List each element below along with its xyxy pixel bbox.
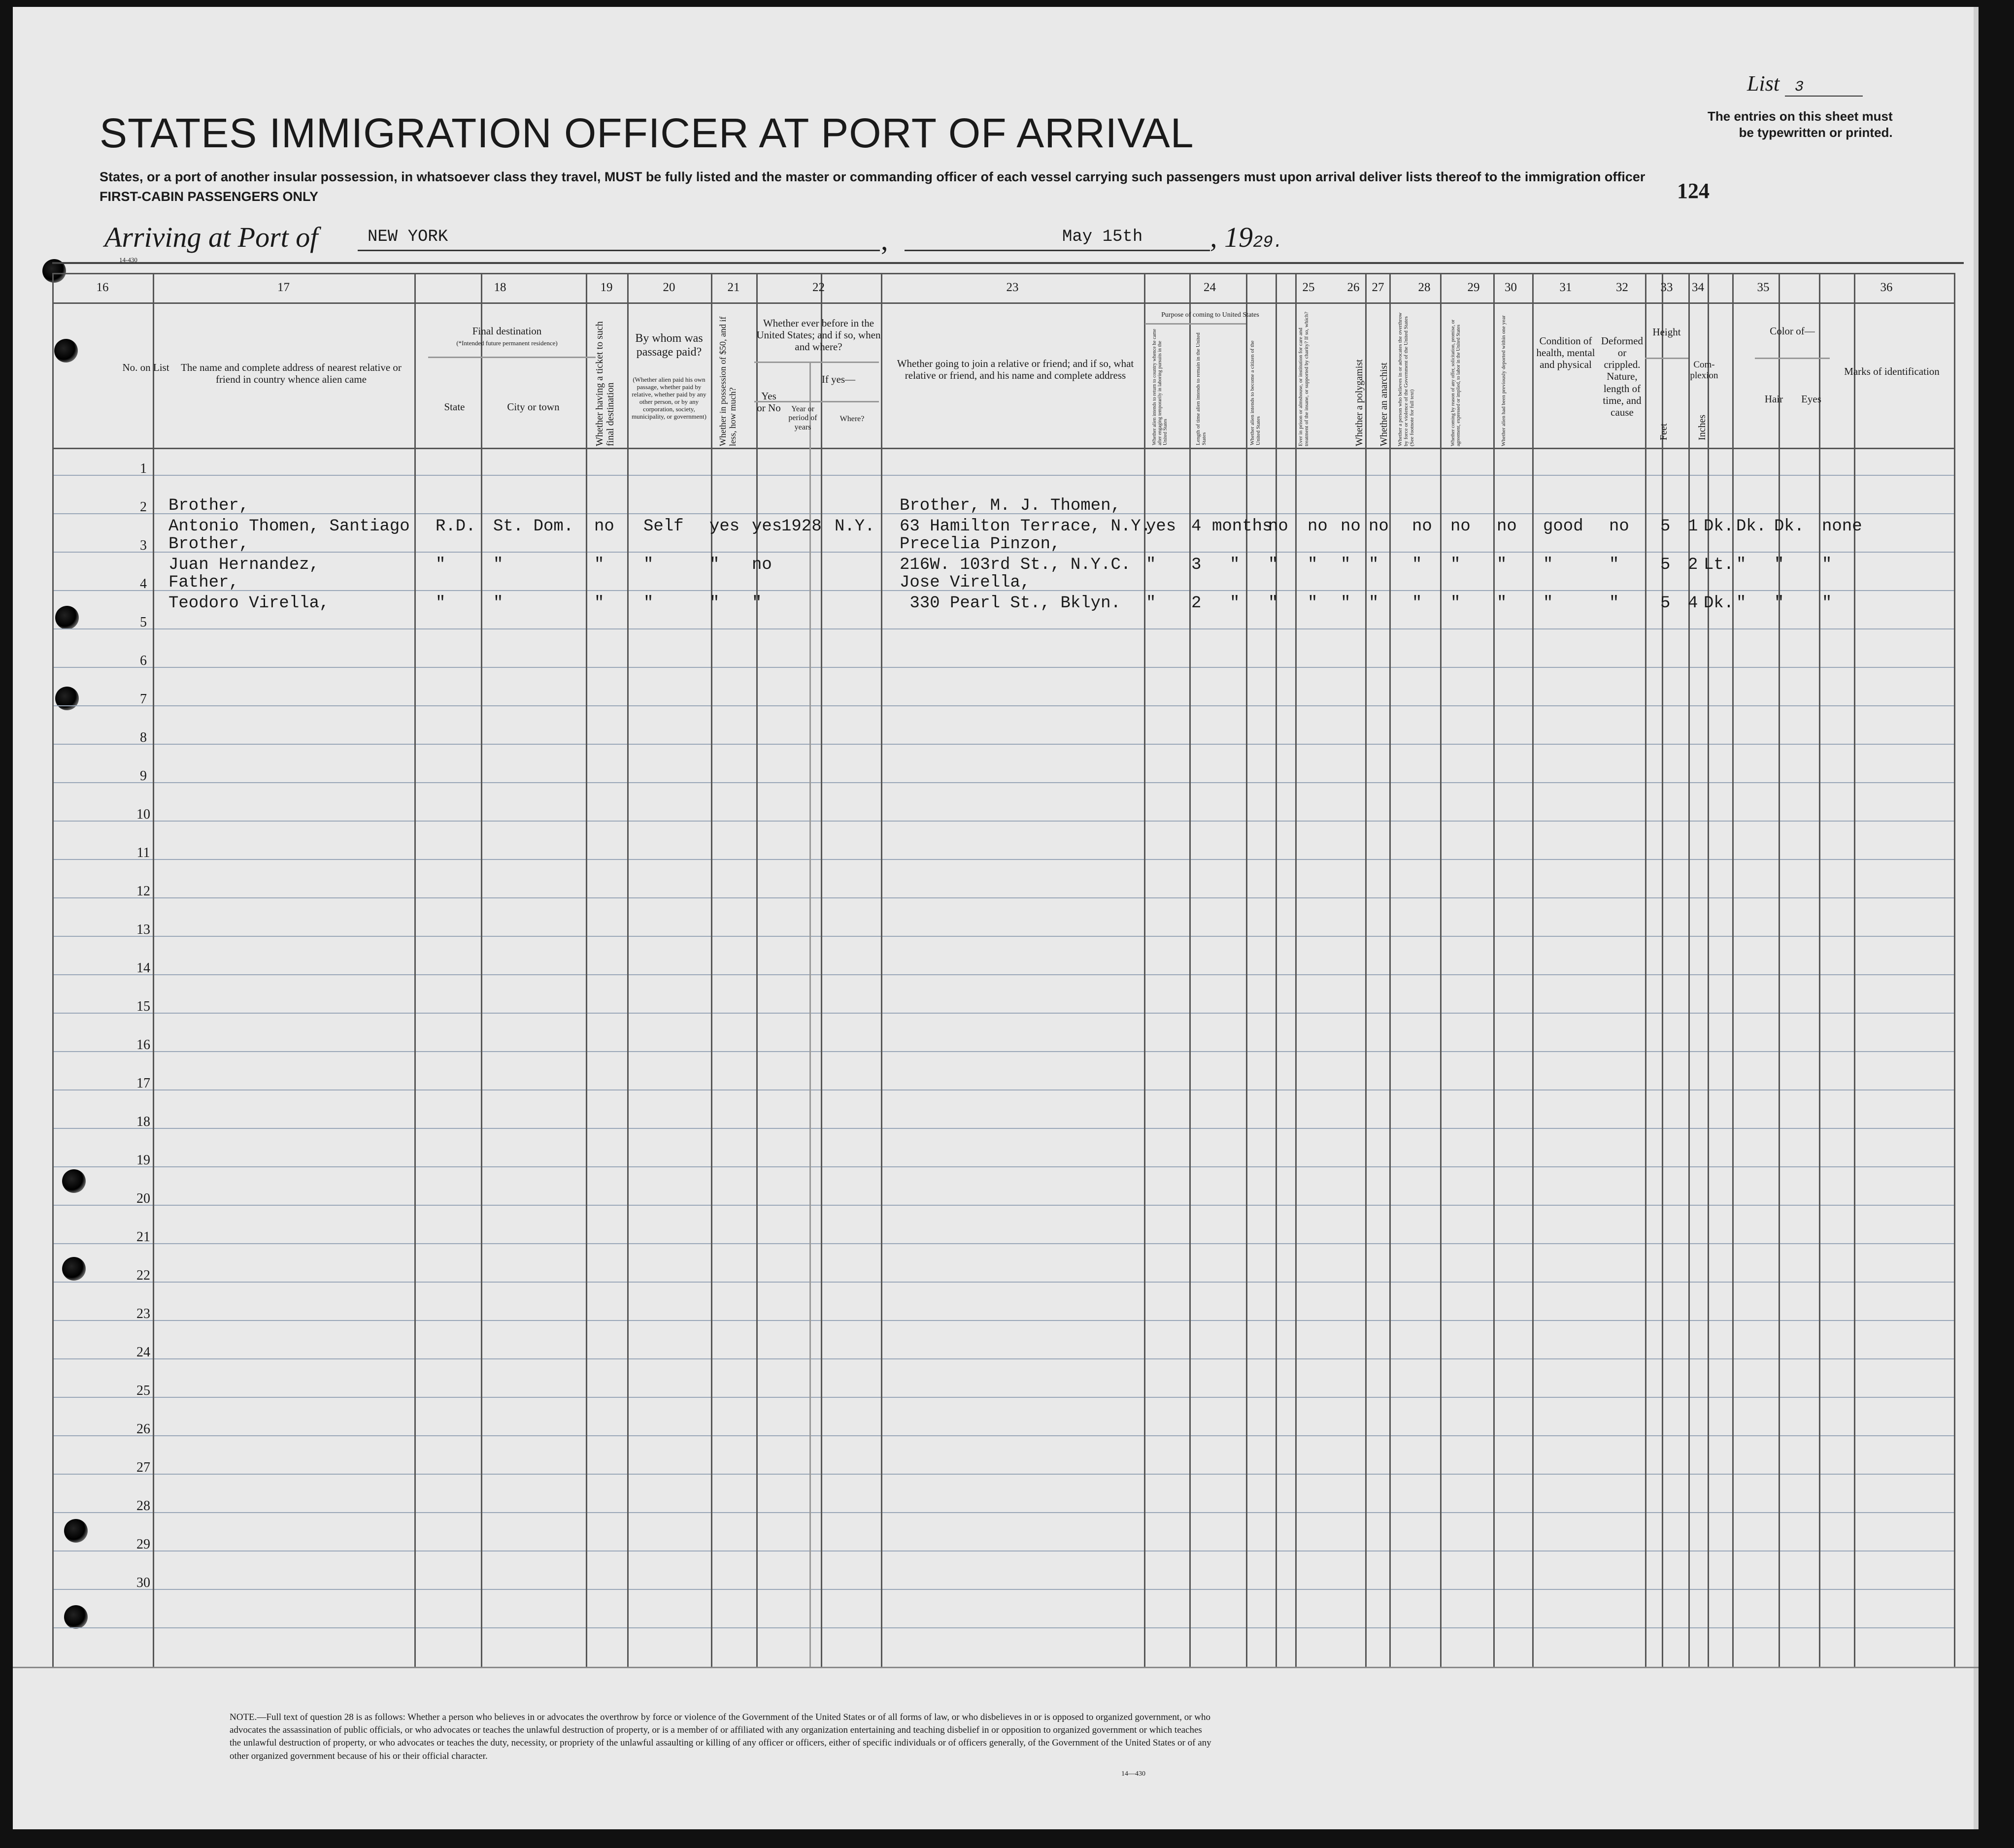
- entry-fifty: yes: [709, 517, 740, 536]
- entry-feet: 5: [1660, 556, 1671, 574]
- entry-complexion: Dk.: [1704, 594, 1734, 613]
- header-complexion: Com-plexion: [1690, 360, 1718, 381]
- entry-anarch: ": [1369, 594, 1379, 613]
- entry-paid: ": [643, 594, 654, 613]
- entry-before: ": [752, 594, 762, 613]
- entry-ticket: ": [594, 594, 604, 613]
- row-number: 5: [140, 615, 147, 630]
- entry-hair: ": [1736, 594, 1746, 613]
- grid-line: [754, 362, 879, 363]
- header-feet: Feet: [1658, 423, 1669, 440]
- grid-line: [627, 273, 629, 1667]
- entry-p-c: ": [1268, 556, 1278, 574]
- entry-p-b: 4: [1191, 517, 1202, 536]
- entry-inches: 1: [1688, 517, 1698, 536]
- header-inches: Inches: [1697, 414, 1708, 440]
- header-polygamist: Whether a polygamist: [1354, 359, 1365, 446]
- footnote: NOTE.—Full text of question 28 is as follows: Whether a person who believes in or advocates the overthrow by force or violence of the Government of the United States or of all forms of law, or who disbelieves in or is opposed to organized government, or who advocates the assassination of public officials, or who advocates or teaches the unlawful destruction of property, or is a member of or affiliated with any organization entertaining and teaching disbelief in or opposition to organized government or which teaches the unlawful destruction of property, or who advocates or teaches the duty, necessity, or propriety of the unlawful assaulting or killing of any officer or officers, either of specific individuals or of officers generally, of the Government of the United States or of any other organized government because of his or their official character.: [230, 1712, 1211, 1761]
- header-prison: Ever in prison or almshouse, or institution for care and treatment of the insane, or supported by charity? If so, which?: [1298, 311, 1310, 446]
- binder-hole: [55, 687, 79, 710]
- column-number: 18: [494, 281, 506, 294]
- row-rule: [52, 821, 1954, 822]
- row-number: 20: [136, 1191, 150, 1206]
- header-final-destination: Final destination: [472, 325, 542, 337]
- entry-p-b2: months: [1212, 517, 1273, 536]
- column-number: 31: [1559, 281, 1572, 294]
- grid-line: [881, 273, 882, 1667]
- row-number: 15: [136, 999, 150, 1014]
- grid-line: [1854, 273, 1855, 1667]
- row-number: 30: [136, 1575, 150, 1590]
- row-number: 9: [140, 768, 147, 784]
- row-rule: [52, 1166, 1954, 1167]
- row-rule: [52, 1474, 1954, 1475]
- row-number: 11: [136, 845, 150, 860]
- entry-p-a: yes: [1146, 517, 1176, 536]
- entry-anarch: no: [1369, 517, 1389, 536]
- grid-line: [52, 448, 1954, 449]
- grid-line: [1144, 273, 1145, 1667]
- header-passage-note: (Whether alien paid his own passage, whether paid by relative, whether paid by any other person, or by any corporation, society, municipality, or government): [632, 376, 706, 420]
- row-number: 6: [140, 653, 147, 668]
- row-number: 19: [136, 1153, 150, 1168]
- entry-state: ": [436, 594, 446, 613]
- grid-line: [414, 273, 416, 1667]
- entry-ticket: ": [594, 556, 604, 574]
- column-number: 30: [1505, 281, 1517, 294]
- entry-deported: ": [1497, 556, 1507, 574]
- row-number: 10: [136, 807, 150, 822]
- row-rule: [52, 1627, 1954, 1628]
- entry-hair: ": [1736, 556, 1746, 574]
- grid-line: [1645, 358, 1688, 359]
- binder-hole: [54, 339, 78, 363]
- entry-rel-line1: Brother,: [168, 496, 249, 515]
- entry-feet: 5: [1660, 594, 1671, 613]
- grid-line: [1189, 273, 1191, 1667]
- typewritten-note: [1708, 108, 1893, 140]
- header-purpose: Purpose of coming to United States: [1161, 311, 1259, 319]
- entry-marks: ": [1822, 556, 1832, 574]
- row-number: 2: [140, 499, 147, 515]
- row-number: 27: [136, 1460, 150, 1475]
- row-number: 25: [136, 1383, 150, 1398]
- row-rule: [52, 1589, 1954, 1590]
- header-purpose-a: Whether alien intends to return to country whence he came after engaging temporarily in laboring pursuits in the United States: [1152, 329, 1168, 445]
- column-number: 29: [1467, 281, 1480, 294]
- grid-line: [1145, 323, 1246, 325]
- entry-rel-line2: Antonio Thomen, Santiago: [168, 517, 410, 536]
- entry-p-a: ": [1146, 556, 1156, 574]
- row-rule: [52, 705, 1954, 706]
- year-suffix: 29.: [1253, 233, 1283, 252]
- row-number: 22: [136, 1268, 150, 1283]
- row-rule: [52, 1358, 1954, 1359]
- binder-hole: [55, 606, 79, 629]
- entry-city: St. Dom.: [493, 517, 574, 536]
- entry-health: ": [1543, 594, 1553, 613]
- entry-fifty: ": [709, 556, 720, 574]
- entry-state: R.D.: [436, 517, 476, 536]
- entry-p-b: 2: [1191, 594, 1202, 613]
- column-number: 22: [812, 281, 825, 294]
- grid-line: [1732, 273, 1734, 1667]
- entry-marks: none: [1822, 517, 1862, 536]
- entry-join2: 216W. 103rd St., N.Y.C.: [900, 556, 1131, 574]
- entry-where: N.Y.: [835, 517, 875, 536]
- grid-line: [1954, 273, 1955, 1667]
- entry-poly: ": [1341, 594, 1351, 613]
- header-relative-home: The name and complete address of nearest relative or friend in country whence alien came: [181, 362, 402, 386]
- list-number: 3: [1785, 79, 1863, 97]
- binder-hole: [62, 1169, 86, 1193]
- grid-line: [1779, 273, 1780, 1667]
- row-rule: [52, 1243, 1954, 1244]
- row-rule: [52, 1435, 1954, 1436]
- row-rule: [52, 1089, 1954, 1090]
- entry-inches: 2: [1688, 556, 1698, 574]
- header-color-of: Color of—: [1770, 325, 1815, 337]
- row-number: 13: [136, 922, 150, 937]
- column-number: 32: [1616, 281, 1628, 294]
- entry-hair: Dk.: [1736, 517, 1767, 536]
- entry-before: yes: [752, 517, 782, 536]
- row-rule: [52, 475, 1954, 476]
- sheet-number: 124: [1677, 179, 1710, 203]
- column-number: 16: [96, 281, 109, 294]
- entry-deformed: no: [1609, 517, 1629, 536]
- header-yes-no: Yes or No: [757, 390, 781, 414]
- grid-line: [1246, 273, 1247, 1667]
- grid-line: [821, 273, 822, 1667]
- grid-line: [1389, 273, 1391, 1667]
- entry-prison: ": [1308, 556, 1318, 574]
- header-if-yes: If yes—: [821, 373, 856, 385]
- row-rule: [52, 1320, 1954, 1321]
- binder-hole: [64, 1605, 88, 1629]
- list-label: [1747, 71, 1863, 96]
- row-rule: [52, 859, 1954, 860]
- entry-paid: Self: [643, 517, 684, 536]
- class-note: FIRST-CABIN PASSENGERS ONLY: [100, 189, 319, 204]
- row-number: 8: [140, 730, 147, 745]
- entry-deformed: ": [1609, 594, 1619, 613]
- column-number: 36: [1880, 281, 1893, 294]
- header-purpose-b: Length of time alien intends to remain in the United States: [1195, 332, 1208, 445]
- header-fifty: Whether in possession of $50, and if less, how much?: [718, 316, 738, 446]
- bottom-rule: [13, 1667, 1979, 1668]
- entry-overthrow: no: [1412, 517, 1432, 536]
- entry-before: no: [752, 556, 772, 574]
- entry-rel-line2: Juan Hernandez,: [168, 556, 320, 574]
- entry-rel-line1: Father,: [168, 573, 239, 592]
- column-number: 34: [1692, 281, 1704, 294]
- entry-join2: 330 Pearl St., Bklyn.: [900, 594, 1121, 613]
- entry-p-c: no: [1268, 517, 1288, 536]
- entry-fifty: ": [709, 594, 720, 613]
- row-rule: [52, 1397, 1954, 1398]
- entry-poly: ": [1341, 556, 1351, 574]
- binder-hole: [62, 1257, 86, 1281]
- entry-p-b2: ": [1230, 594, 1240, 613]
- year-prefix: 19: [1224, 221, 1253, 253]
- manifest-sheet: [13, 7, 1979, 1829]
- entry-p-b: 3: [1191, 556, 1202, 574]
- grid-line: [428, 357, 596, 358]
- entry-health: good: [1543, 517, 1583, 536]
- comma: ,: [881, 224, 888, 256]
- header-year-period: Year or period of years: [788, 405, 817, 431]
- header-where: Where?: [839, 415, 865, 423]
- row-rule: [52, 936, 1954, 937]
- column-number: 24: [1204, 281, 1216, 294]
- column-number: 23: [1006, 281, 1019, 294]
- form-code: 14-430: [119, 256, 137, 264]
- entry-deported: no: [1497, 517, 1517, 536]
- grid-line: [1688, 273, 1690, 1667]
- header-offer: Whether coming by reason of any offer, solicitation, promise, or agreement, expressed or implied, to labor in the United States: [1450, 319, 1461, 446]
- row-number: 24: [136, 1345, 150, 1360]
- grid-line: [1708, 273, 1709, 1667]
- port-value: NEW YORK: [368, 228, 448, 246]
- grid-line: [52, 273, 54, 1667]
- row-number: 29: [136, 1537, 150, 1552]
- row-number: 17: [136, 1076, 150, 1091]
- row-number: 28: [136, 1498, 150, 1514]
- grid-line: [756, 273, 758, 1667]
- row-rule: [52, 744, 1954, 745]
- footer-code: 14—430: [1121, 1770, 1145, 1778]
- header-ticket: Whether having a ticket to such final destination: [594, 321, 616, 446]
- entry-complexion: Dk.: [1704, 517, 1734, 536]
- date-value: May 15th: [1062, 228, 1143, 246]
- row-rule: [52, 1128, 1954, 1129]
- entry-p-a: ": [1146, 594, 1156, 613]
- entry-offer: no: [1450, 517, 1471, 536]
- row-number: 16: [136, 1037, 150, 1053]
- entry-year: 1928: [781, 517, 822, 536]
- row-number: 23: [136, 1306, 150, 1321]
- header-height: Height: [1652, 326, 1681, 338]
- entry-join1: Precelia Pinzon,: [900, 535, 1061, 554]
- entry-p-c: ": [1268, 594, 1278, 613]
- header-anarchist: Whether an anarchist: [1378, 363, 1389, 446]
- header-city: City or town: [507, 401, 560, 413]
- entry-paid: ": [643, 556, 654, 574]
- typewritten-note-1: The entries on this sheet must: [1708, 109, 1893, 124]
- column-number: 27: [1372, 281, 1384, 294]
- grid-line: [711, 273, 712, 1667]
- column-number: 33: [1660, 281, 1673, 294]
- row-number: 18: [136, 1114, 150, 1129]
- row-rule: [52, 1205, 1954, 1206]
- header-before-us: Whether ever before in the United States; and if so, when and where?: [756, 317, 881, 353]
- row-number: 26: [136, 1421, 150, 1437]
- entry-poly: no: [1341, 517, 1361, 536]
- column-number: 17: [277, 281, 290, 294]
- page-title: STATES IMMIGRATION OFFICER AT PORT OF ARRIVAL: [100, 110, 1194, 156]
- entry-prison: ": [1308, 594, 1318, 613]
- entry-anarch: ": [1369, 556, 1379, 574]
- row-number: 21: [136, 1229, 150, 1245]
- typewritten-note-2: be typewritten or printed.: [1739, 125, 1893, 140]
- entry-offer: ": [1450, 594, 1461, 613]
- column-number: 19: [600, 281, 613, 294]
- top-rule: [52, 262, 1964, 264]
- entry-eyes: ": [1774, 594, 1784, 613]
- entry-rel-line1: Brother,: [168, 535, 249, 554]
- entry-complexion: Lt.: [1704, 556, 1734, 574]
- row-number: 3: [140, 538, 147, 553]
- entry-feet: 5: [1660, 517, 1671, 536]
- column-number: 21: [727, 281, 740, 294]
- grid-line: [52, 273, 1954, 274]
- row-rule: [52, 1051, 1954, 1052]
- grid-line: [1276, 273, 1277, 1667]
- entry-deformed: ": [1609, 556, 1619, 574]
- entry-marks: ": [1822, 594, 1832, 613]
- row-rule: [52, 667, 1954, 668]
- grid-line: [1365, 273, 1367, 1667]
- header-joining: Whether going to join a relative or friend; and if so, what relative or friend, and his name and complete address: [897, 358, 1134, 382]
- header-deformed: Deformed or crippled. Nature, length of time, and cause: [1601, 335, 1644, 418]
- list-label-text: List: [1747, 71, 1780, 96]
- row-rule: [52, 1282, 1954, 1283]
- entry-state: ": [436, 556, 446, 574]
- grid-line: [1755, 358, 1830, 359]
- entry-overthrow: ": [1412, 556, 1422, 574]
- entry-p-b2: ": [1230, 556, 1240, 574]
- entry-health: ": [1543, 556, 1553, 574]
- entry-city: ": [493, 556, 504, 574]
- grid-line: [1493, 273, 1495, 1667]
- header-deported: Whether alien had been previously deported within one year: [1501, 315, 1507, 446]
- header-health: Condition of health, mental and physical: [1536, 335, 1595, 371]
- grid-line: [1645, 273, 1646, 1667]
- grid-line: [1295, 273, 1297, 1667]
- header-passage-paid: By whom was passage paid?: [635, 332, 703, 359]
- grid-line: [1662, 273, 1663, 1667]
- entry-overthrow: ": [1412, 594, 1422, 613]
- grid-line: [481, 273, 482, 1667]
- entry-city: ": [493, 594, 504, 613]
- column-number: 35: [1757, 281, 1770, 294]
- entry-prison: no: [1308, 517, 1328, 536]
- header-final-destination-note: (*Intended future permanent residence): [456, 339, 558, 347]
- entry-eyes: Dk.: [1774, 517, 1805, 536]
- binder-hole: [64, 1519, 88, 1543]
- header-state: State: [444, 401, 465, 413]
- header-marks: Marks of identification: [1844, 365, 1940, 377]
- year-field: , 1929.: [1210, 221, 1283, 253]
- arriving-label: Arriving at Port of: [104, 221, 318, 253]
- entry-join2: 63 Hamilton Terrace, N.Y.: [900, 517, 1151, 536]
- entry-rel-line2: Teodoro Virella,: [168, 594, 330, 613]
- header-purpose-c: Whether alien intends to become a citizen of the United States: [1249, 340, 1262, 445]
- row-rule: [52, 1512, 1954, 1513]
- column-number: 26: [1347, 281, 1360, 294]
- entry-join1: Jose Virella,: [900, 573, 1031, 592]
- grid-line: [1532, 273, 1534, 1667]
- header-no-on-list: No. on List: [122, 362, 169, 373]
- entry-offer: ": [1450, 556, 1461, 574]
- header-overthrow: Whether a person who believes in or advocates the overthrow by force or violence of the Government of the United States (See footnote for full text): [1397, 312, 1415, 446]
- row-rule: [52, 782, 1954, 783]
- header-hair: Hair: [1764, 393, 1783, 405]
- grid-line: [1819, 273, 1820, 1667]
- grid-line: [1440, 273, 1442, 1667]
- row-number: 12: [136, 884, 150, 899]
- row-rule: [52, 1013, 1954, 1014]
- row-number: 7: [140, 692, 147, 707]
- entry-inches: 4: [1688, 594, 1698, 613]
- row-rule: [52, 897, 1954, 898]
- row-rule: [52, 628, 1954, 629]
- column-number: 20: [663, 281, 675, 294]
- entry-eyes: ": [1774, 556, 1784, 574]
- row-number: 4: [140, 576, 147, 592]
- entry-ticket: no: [594, 517, 614, 536]
- column-number: 28: [1418, 281, 1431, 294]
- row-rule: [52, 974, 1954, 975]
- grid-line: [809, 362, 811, 1667]
- header-eyes: Eyes: [1801, 393, 1821, 405]
- entry-join1: Brother, M. J. Thomen,: [900, 496, 1121, 515]
- port-field: [358, 228, 880, 251]
- grid-line: [586, 273, 587, 1667]
- grid-line: [52, 302, 1954, 304]
- row-number: 1: [140, 461, 147, 476]
- row-number: 14: [136, 960, 150, 976]
- subtitle: States, or a port of another insular possession, in whatsoever class they travel, MUST be fully listed and the master or commanding officer of each vessel carrying such passengers must upon arrival deliver lists thereof to the immigration officer: [100, 169, 1645, 184]
- column-number: 25: [1302, 281, 1315, 294]
- entry-deported: ": [1497, 594, 1507, 613]
- date-field: [905, 228, 1210, 251]
